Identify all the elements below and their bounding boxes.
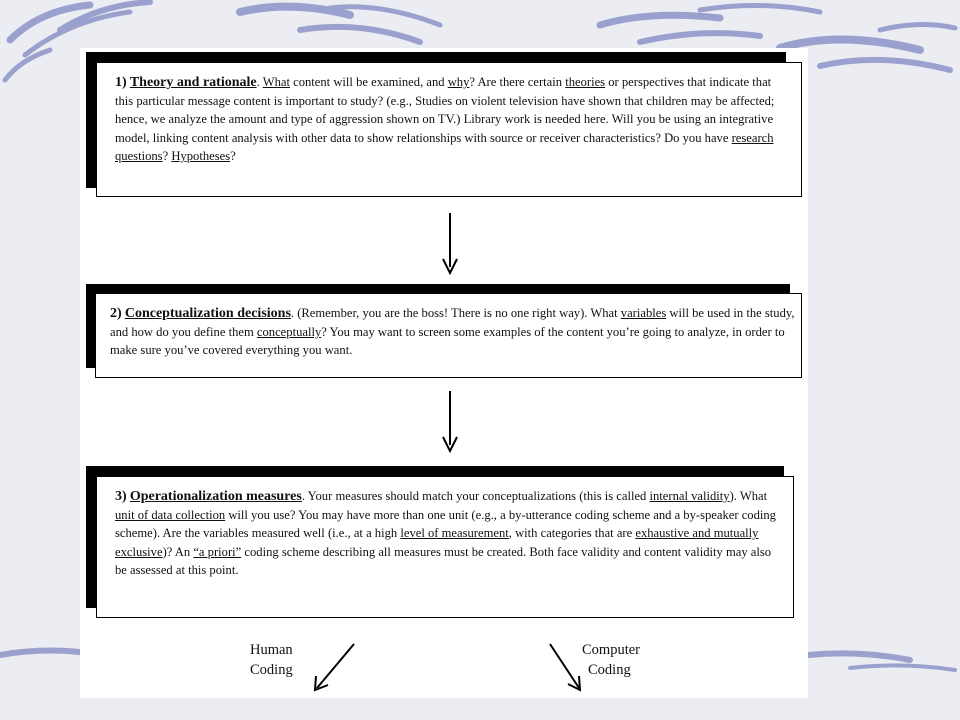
step-2-box	[86, 284, 802, 378]
computer-coding-line-2: Coding	[588, 662, 631, 678]
step-2-text-box	[95, 293, 802, 378]
flowchart-panel	[80, 48, 808, 698]
step-1-text: ?	[162, 148, 172, 163]
step-2-text: . (Remember, you are the boss! There is no one right way). What	[290, 306, 621, 320]
step-1-text: or perspectives that indicate that this particular message content is important to study? (e.g., Studies on violent television have shown that children may be affected; hence, we analyze the amount and type of aggression shown on TV.) Library work is needed here. Will you be using an integrative model, linking content analysis with other data to show relationships with source or receiver characteristics? Do you have	[115, 75, 775, 145]
step-3-text: )? An	[162, 544, 194, 559]
step-3-text: . Your measures should match your conceptualizations (this is called	[301, 489, 650, 503]
human-coding-label	[250, 640, 293, 680]
step-1-title: Theory and rationale	[129, 75, 257, 90]
human-coding-line-2: Coding	[250, 662, 293, 678]
down-arrow-1	[440, 213, 460, 275]
step-3-term-internal-validity: internal validity	[649, 489, 730, 503]
step-2-text: ? You may want to screen some examples of the content you’re going to analyze, in order to make sure you’ve covered everything you want.	[110, 325, 785, 358]
step-3-text: will you use? You may have more than one unit (e.g., a by-utterance coding scheme and a by-speaker coding scheme). Are the variables measured well (i.e., at a high	[115, 508, 776, 541]
human-coding-arrow	[310, 642, 360, 694]
computer-coding-label	[582, 640, 640, 680]
computer-coding-line-1: Computer	[582, 642, 640, 658]
down-arrow-2	[440, 391, 460, 453]
step-3-text: coding scheme describing all measures must be created. Both face validity and content validity may also be assessed at this point.	[115, 544, 772, 577]
step-3-text: ). What	[729, 489, 768, 503]
step-1-term-theories: theories	[565, 75, 606, 89]
human-coding-line-1: Human	[250, 642, 293, 658]
step-1-text: ?	[230, 148, 236, 163]
step-1-term-what: What	[262, 75, 290, 89]
step-3-box	[86, 466, 794, 618]
step-3-term-exhaustive: exhaustive and mutually exclusive	[115, 526, 759, 559]
step-1-box	[86, 52, 802, 197]
step-3-number: 3)	[115, 489, 127, 504]
step-2-term-conceptually: conceptually	[256, 325, 322, 340]
step-2-number: 2)	[110, 306, 122, 321]
step-1-term-hypotheses: Hypotheses	[171, 148, 231, 163]
step-1-number: 1)	[115, 75, 127, 90]
step-3-text: , with categories that are	[508, 526, 636, 541]
step-1-term-research-questions: research questions	[115, 130, 774, 163]
step-3-text-box	[96, 476, 794, 618]
step-3-term-level: level of measurement	[400, 526, 509, 541]
computer-coding-arrow	[546, 642, 586, 694]
step-3-term-a-priori: “a priori”	[193, 544, 242, 559]
step-1-text: content will be examined, and	[289, 75, 448, 89]
step-2-term-variables: variables	[620, 306, 667, 320]
step-1-text: .	[256, 75, 263, 89]
step-3-title: Operationalization measures	[129, 489, 302, 504]
step-1-term-why: why	[447, 75, 470, 89]
step-3-term-unit: unit of data collection	[115, 508, 226, 523]
step-1-text: ? Are there certain	[469, 75, 566, 89]
step-2-title: Conceptualization decisions	[124, 306, 291, 321]
step-1-text-box	[96, 62, 802, 197]
step-2-text: will be used in the study, and how do you define them	[110, 306, 795, 340]
